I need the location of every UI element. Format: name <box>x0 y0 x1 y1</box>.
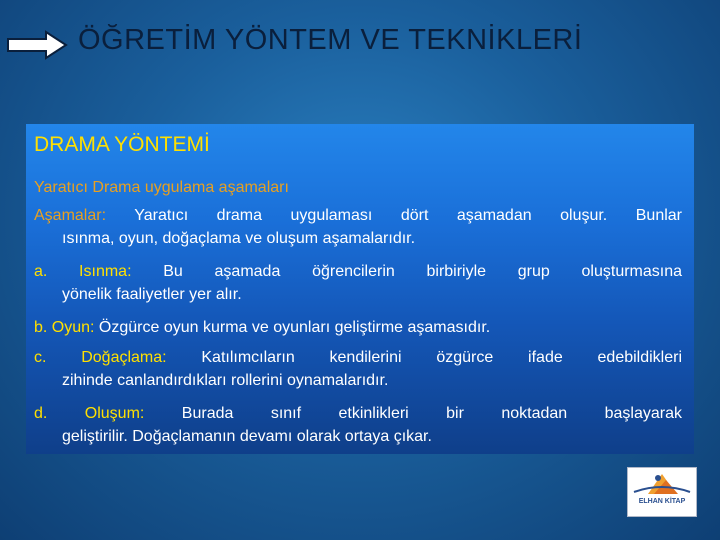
paragraph-label: a. Isınma: <box>34 263 132 280</box>
paragraph-label: b. Oyun: <box>34 319 95 336</box>
paragraph-continuation: zihinde canlandırdıkları rollerini oynamalarıdır. <box>62 372 389 389</box>
content-box <box>26 124 694 454</box>
paragraph-first-line <box>34 402 682 425</box>
paragraph-label: c. Doğaçlama: <box>34 349 167 366</box>
paragraph-dogaclama <box>34 346 682 392</box>
paragraph-text: Yaratıcı drama uygulaması dört aşamadan oluşur. Bunlar <box>106 207 682 224</box>
paragraph-asamalar <box>34 204 682 250</box>
box-subheading: Yaratıcı Drama uygulama aşamaları <box>34 179 289 196</box>
logo-mark-icon <box>628 468 696 498</box>
paragraph-text: Katılımcıların kendilerini özgürce ifade edebildikleri <box>166 349 683 366</box>
slide-title: ÖĞRETİM YÖNTEM VE TEKNİKLERİ <box>78 24 583 56</box>
paragraph-continuation: ısınma, oyun, doğaçlama ve oluşum aşamalarıdır. <box>62 230 416 247</box>
paragraph-first-line <box>34 316 682 339</box>
paragraph-first-line <box>34 204 682 227</box>
paragraph-continuation: yönelik faaliyetler yer alır. <box>62 286 242 303</box>
paragraph-text: Özgürce oyun kurma ve oyunları geliştirme aşamasıdır. <box>94 319 491 336</box>
logo-text: ELHAN KİTAP <box>638 498 686 505</box>
paragraph-oyun <box>34 316 682 339</box>
paragraph-label: Aşamalar: <box>34 207 107 224</box>
paragraph-olusum <box>34 402 682 448</box>
paragraph-label: d. Oluşum: <box>34 405 145 422</box>
paragraph-continuation: geliştirilir. Doğaçlamanın devamı olarak ortaya çıkar. <box>62 428 432 445</box>
right-arrow-icon <box>6 30 68 60</box>
paragraph-first-line <box>34 260 682 283</box>
publisher-logo <box>627 467 697 517</box>
box-heading: DRAMA YÖNTEMİ <box>34 133 210 156</box>
paragraph-text: Burada sınıf etkinlikleri bir noktadan başlayarak <box>144 405 683 422</box>
paragraph-first-line <box>34 346 682 369</box>
title-bar <box>0 0 720 95</box>
paragraph-isinma <box>34 260 682 306</box>
paragraph-text: Bu aşamada öğrencilerin birbiriyle grup oluşturmasına <box>131 263 683 280</box>
